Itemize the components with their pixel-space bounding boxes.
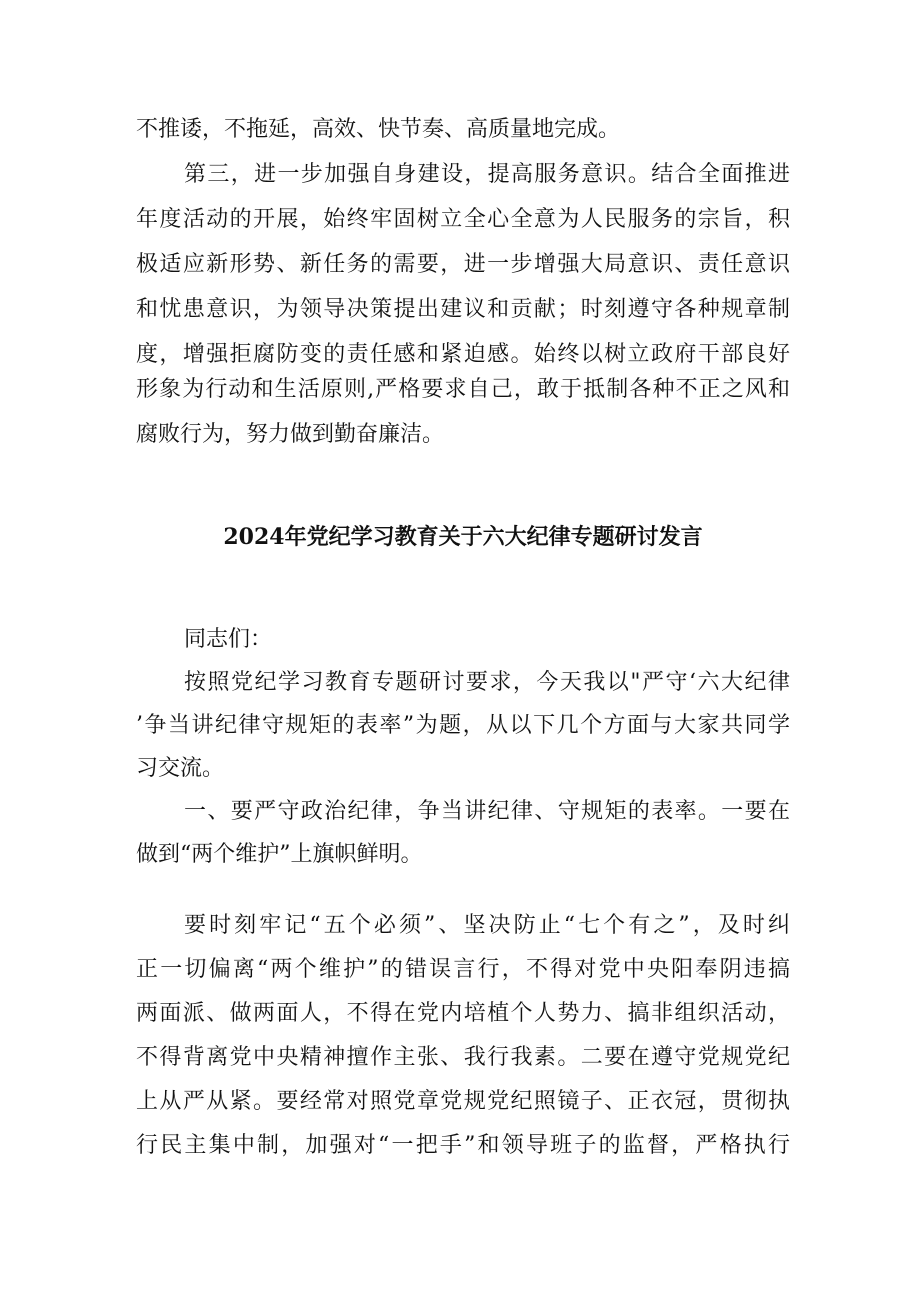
paragraph-line: 一、要严守政治纪律，争当讲纪律、守规矩的表率。一要在	[184, 799, 790, 824]
paragraph-line: 腐败行为，努力做到勤奋廉洁。	[136, 422, 445, 447]
paragraph-line: 按照党纪学习教育专题研讨要求，今天我以"严守‘六大纪律	[184, 670, 790, 695]
paragraph-line: 行民主集中制，加强对“一把手”和领导班子的监督，严格执行	[136, 1133, 790, 1158]
paragraph-line: 度，增强拒腐防变的责任感和紧迫感。始终以树立政府干部良好	[136, 342, 790, 367]
paragraph-line: 极适应新形势、新任务的需要，进一步增强大局意识、责任意识	[136, 252, 790, 277]
paragraph-line: 正一切偏离“两个维护”的错误言行，不得对党中央阳奉阴违搞	[136, 957, 790, 982]
paragraph-line: 不推诿，不拖延，高效、快节奏、高质量地完成。	[136, 117, 621, 142]
paragraph-line: 做到“两个维护”上旗帜鲜明。	[136, 842, 423, 867]
paragraph-line: 和忧患意识，为领导决策提出建议和贡献；时刻遵守各种规章制	[136, 297, 790, 322]
paragraph-line: 形象为行动和生活原则,严格要求自己，敢于抵制各种不正之风和	[136, 377, 790, 402]
paragraph-line: 习交流。	[136, 756, 225, 781]
document-title: 2024年党纪学习教育关于六大纪律专题研讨发言	[223, 524, 703, 550]
paragraph-line: ’争当讲纪律守规矩的表率”为题，从以下几个方面与大家共同学	[136, 713, 790, 738]
paragraph-line: 不得背离党中央精神擅作主张、我行我素。二要在遵守党规党纪	[136, 1045, 790, 1070]
paragraph-line: 要时刻牢记“五个必须”、坚决防止“七个有之”，及时纠	[184, 913, 790, 938]
paragraph-line: 上从严从紧。要经常对照党章党规党纪照镜子、正衣冠，贯彻执	[136, 1089, 790, 1114]
paragraph-line: 第三，进一步加强自身建设，提高服务意识。结合全面推进	[184, 162, 790, 187]
paragraph-line: 年度活动的开展，始终牢固树立全心全意为人民服务的宗旨，积	[136, 207, 790, 232]
paragraph-line: 两面派、做两面人，不得在党内培植个人势力、搞非组织活动，	[136, 1001, 790, 1026]
salutation: 同志们：	[184, 627, 273, 652]
